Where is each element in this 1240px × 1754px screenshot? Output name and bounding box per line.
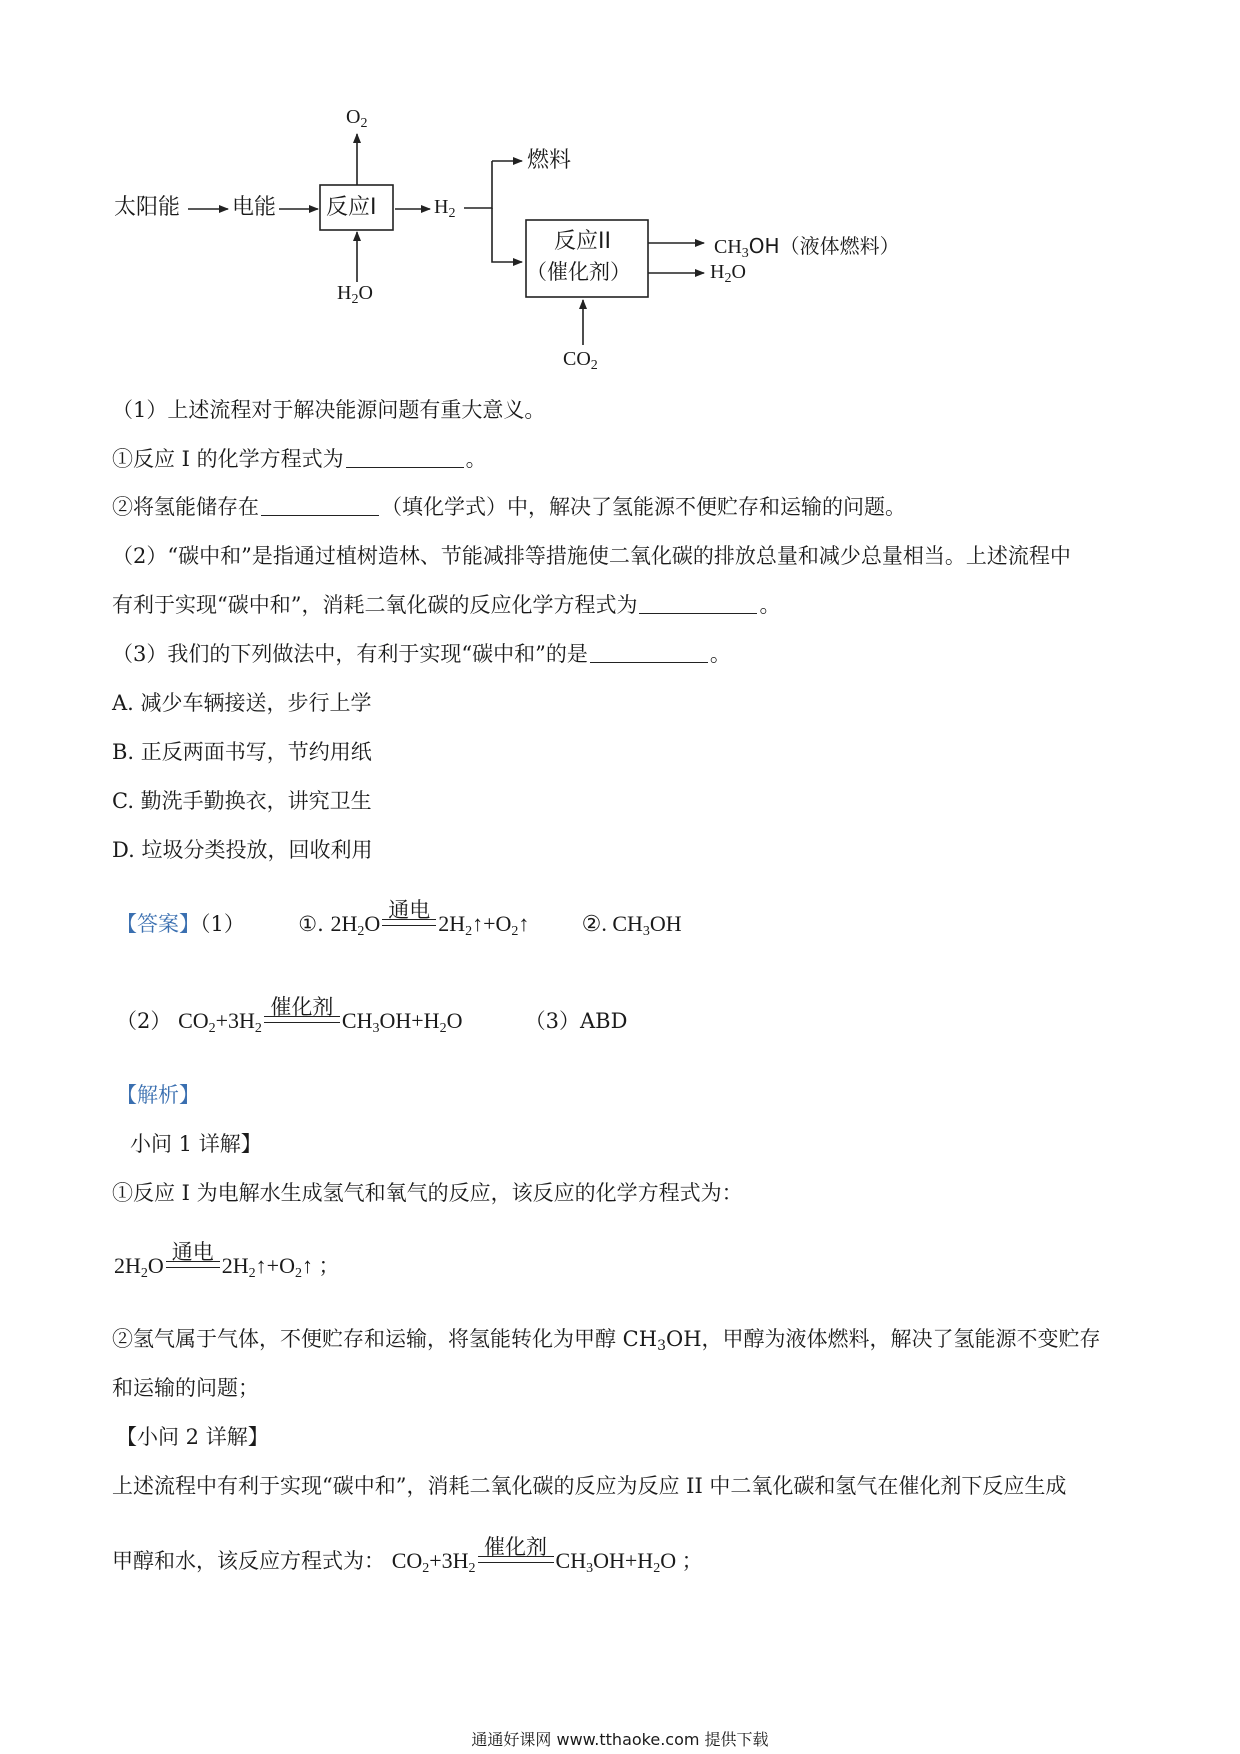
answer-line-2: （2） $CO_2+3H_2$ 催化剂 $CH_3OH+H_2O$ （3）ABD	[116, 995, 628, 1036]
answer-blank-1b	[261, 495, 379, 516]
answer-blank-1a	[346, 447, 464, 468]
branch-down	[492, 208, 522, 262]
node-h2o-out: $H_2O$	[710, 261, 746, 286]
option-c: C. 勤洗手勤换衣，讲究卫生	[112, 789, 372, 813]
branch-line	[464, 161, 492, 208]
node-ch3oh: $CH_3OH$（液体燃料）	[714, 234, 900, 261]
analysis-sub1: 小问 1 详解】	[130, 1132, 262, 1156]
node-fuel: 燃料	[527, 148, 572, 173]
node-h2: $H_2$	[434, 196, 456, 221]
flow-diagram	[0, 0, 1240, 390]
analysis-p2-line2: 和运输的问题；	[112, 1376, 259, 1400]
node-electric: 电能	[232, 195, 277, 220]
option-a: A. 减少车辆接送，步行上学	[112, 691, 372, 715]
analysis-p3-line2: 甲醇和水，该反应方程式为： $CO_2+3H_2$ 催化剂 $CH_3OH+H_2O$ ；	[112, 1535, 703, 1576]
node-o2: $O_2$	[346, 106, 368, 131]
analysis-p1: ①反应 I 为电解水生成氢气和氧气的反应，该反应的化学方程式为：	[112, 1181, 743, 1205]
analysis-p3-line1: 上述流程中有利于实现“碳中和”，消耗二氧化碳的反应为反应 II 中二氧化碳和氢气在催化剂下反应生成	[112, 1474, 1067, 1498]
node-h2o-in: $H_2O$	[337, 282, 373, 307]
question-1b: ②将氢能储存在 （填化学式）中，解决了氢能源不便贮存和运输的问题。	[112, 495, 906, 519]
answer-blank-2	[639, 593, 757, 614]
analysis-p2-line1: ②氢气属于气体，不便贮存和运输，将氢能转化为甲醇 $CH_3OH$，甲醇为液体燃料，解决了氢能源不变贮存	[112, 1327, 1101, 1354]
answer-blank-3	[590, 642, 708, 663]
answer-line-1: 【答案】（1） ①. $2H_2O$ 通电 $2H_2↑+O_2↑$ ②. $CH_3OH$	[116, 898, 682, 939]
question-1a: ①反应 I 的化学方程式为 。	[112, 447, 487, 471]
node-reaction1: 反应I	[326, 195, 377, 220]
node-solar: 太阳能	[114, 195, 181, 220]
analysis-label: 【解析】	[116, 1083, 200, 1107]
analysis-eq1: $2H_2O$ 通电 $2H_2↑+O_2↑$ ；	[114, 1240, 340, 1281]
question-1: （1）上述流程对于解决能源问题有重大意义。	[112, 398, 546, 422]
equation-electrolysis: $2H_2O$ 通电 $2H_2↑+O_2↑$	[330, 898, 535, 939]
option-b: B. 正反两面书写，节约用纸	[112, 740, 372, 764]
question-2-line2: 有利于实现“碳中和”，消耗二氧化碳的反应化学方程式为 。	[112, 593, 781, 617]
node-reaction2-line2: （催化剂）	[526, 260, 631, 284]
answer-label: 【答案】	[116, 912, 200, 936]
analysis-sub2: 【小问 2 详解】	[116, 1425, 269, 1449]
question-2-line1: （2）“碳中和”是指通过植树造林、节能减排等措施使二氧化碳的排放总量和减少总量相当。上述流程中	[112, 544, 1071, 568]
node-co2: $CO_2$	[563, 348, 598, 373]
node-reaction2-line1: 反应II	[554, 229, 611, 254]
question-3: （3）我们的下列做法中，有利于实现“碳中和”的是 。	[112, 642, 731, 666]
equation-co2-hydrogenation: $CO_2+3H_2$ 催化剂 $CH_3OH+H_2O$	[178, 995, 468, 1036]
option-d: D. 垃圾分类投放，回收利用	[112, 838, 373, 862]
page-footer: 通通好课网 www.tthaoke.com 提供下载	[471, 1730, 769, 1749]
